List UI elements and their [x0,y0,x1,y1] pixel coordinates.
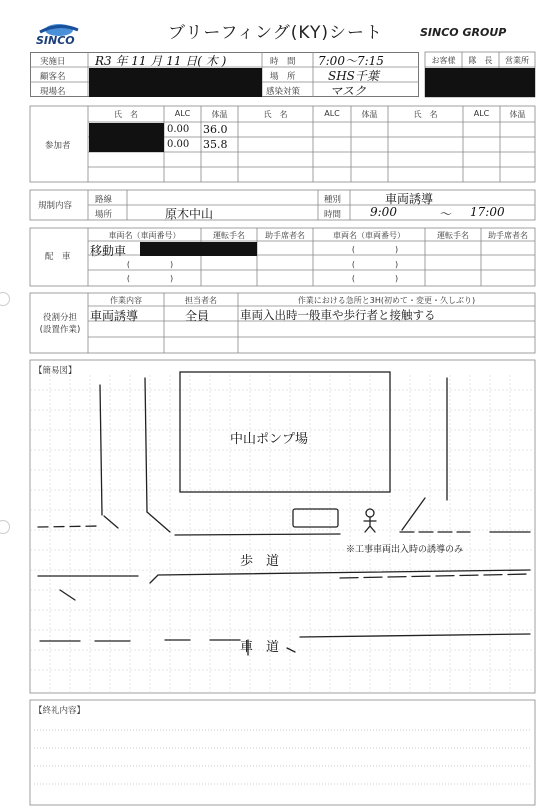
vehicle-paren-right-3: ( ) [351,274,399,283]
closing-label: 【終礼内容】 [34,706,86,716]
date-label: 実施日 [40,57,66,67]
assistant-header-1: 助手席者名 [265,231,305,240]
participants-temp-header-3: 体温 [509,110,526,119]
keypoint-header: 作業における急所と3H(初めて・変更・久しぶり) [297,296,476,305]
sinco-logo [34,20,84,48]
participants-alc-header-1: ALC [174,109,191,118]
approval-office-header: 営業所 [505,56,529,65]
place-value[interactable]: SHS千葉 [328,69,379,83]
participants-name-header-2: 氏 名 [263,110,288,119]
infection-label: 感染対策 [266,87,301,97]
reg-time-sep: 〜 [440,207,453,221]
page-title: ブリーフィング(KY)シート [168,23,383,43]
sidewalk-label: 歩 道 [240,554,280,569]
vehicles-label: 配 車 [45,252,71,262]
assignee-header: 担当者名 [185,296,217,305]
reg-time-start[interactable]: 9:00 [370,205,397,219]
vehicle-redaction [140,242,257,256]
task-value[interactable]: 車両誘導 [90,309,139,323]
car-sketch [293,509,338,527]
place-label: 場 所 [270,72,296,82]
task-header: 作業内容 [110,296,142,305]
approval-customer-header: お客様 [431,56,456,65]
building-label: 中山ポンプ場 [230,432,309,447]
sketch-label: 【簡易図】 [34,366,77,376]
location-value[interactable]: 原木中山 [165,207,214,221]
participant-1-alc[interactable]: 0.00 [167,124,190,135]
sketch-note: ※工事車両出入時の誘導のみ [346,545,464,555]
participants-name-header-3: 氏 名 [413,110,438,119]
driver-header-1: 運転手名 [213,231,245,240]
participant-2-temp[interactable]: 35.8 [203,138,228,151]
time-value[interactable]: 7:00〜7:15 [318,54,384,68]
driver-header-2: 運転手名 [437,231,469,240]
site-label: 現場名 [40,87,66,97]
roles-label: 役割分担 (設置作業) [39,313,81,335]
participant-1-temp[interactable]: 36.0 [203,123,228,136]
approval-redaction [425,68,535,97]
approval-leader-header: 隊 長 [468,56,493,65]
participants-temp-header-2: 体温 [361,110,378,119]
participants-alc-header-3: ALC [473,109,490,118]
participants-temp-header-1: 体温 [211,110,228,119]
keypoint-value[interactable]: 車両入出時一般車や歩行者と接触する [240,308,436,322]
roadway-label: 車 道 [240,640,280,655]
binder-hole-bottom [0,520,10,534]
reg-time-end[interactable]: 17:00 [470,205,505,219]
vehicle-1-name[interactable]: 移動車 [90,244,127,258]
participants-alc-header-2: ALC [324,109,340,118]
regulation-label: 規制内容 [38,201,73,211]
participant-2-alc[interactable]: 0.00 [167,139,190,150]
reg-time-label: 時間 [324,210,342,220]
client-redaction [89,68,262,97]
vehicle-header-1: 車両名（車両番号） [108,231,181,240]
assistant-header-2: 助手席者名 [488,231,528,240]
assignee-value[interactable]: 全員 [185,309,210,323]
vehicle-paren-left-3: ( ) [126,274,174,283]
vehicle-paren-right-1: ( ) [351,245,399,254]
infection-value[interactable]: マスク [330,84,367,98]
location-label: 場所 [95,210,113,220]
logo-right-text: SINCO GROUP [420,26,507,39]
type-value[interactable]: 車両誘導 [385,192,434,206]
vehicle-paren-left-2: ( ) [126,260,174,269]
vehicle-paren-right-2: ( ) [351,260,399,269]
participants-name-header-1: 氏 名 [114,110,138,119]
date-value[interactable]: R3 年 11 月 11 日( 木 ) [95,54,227,68]
client-label: 顧客名 [40,72,66,82]
type-label: 種別 [324,195,342,205]
binder-hole-top [0,292,10,306]
logo-left-text: SINCO [36,34,75,47]
route-label: 路線 [95,195,113,205]
participant-name-redaction [89,123,164,152]
time-label: 時 間 [270,57,296,67]
vehicle-header-2: 車両名（車両番号） [333,231,405,240]
participants-label: 参加者 [45,141,71,151]
